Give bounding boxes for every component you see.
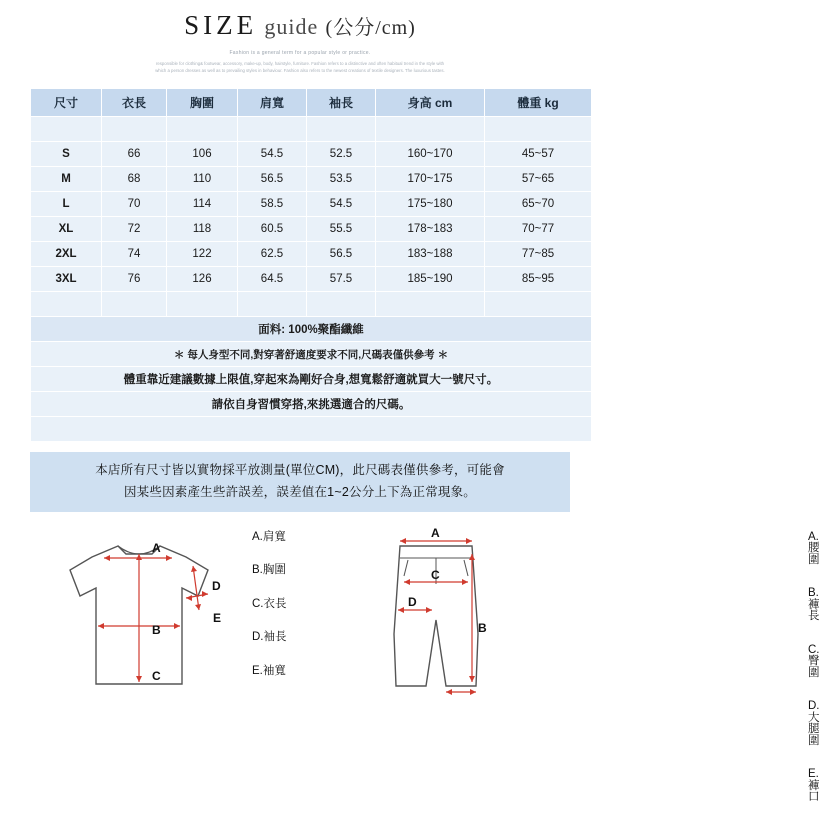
cell-length: 68 <box>102 167 167 192</box>
cell-sleeve: 55.5 <box>307 217 376 242</box>
note-row <box>31 392 592 417</box>
spacer-cell <box>167 117 238 142</box>
material-text: 面料: 100%聚酯纖維 <box>31 317 592 342</box>
pants-legend-a: A.腰圍 <box>808 530 820 566</box>
cell-shoulder: 54.5 <box>238 142 307 167</box>
note-text-2: 體重靠近建議數據上限值,穿起來為剛好合身,想寬鬆舒適就買大一號尺寸。 <box>31 367 592 392</box>
cell-sleeve: 56.5 <box>307 242 376 267</box>
spacer-cell <box>31 292 102 317</box>
cell-size: 2XL <box>31 242 102 267</box>
note-row <box>31 342 592 367</box>
cell-shoulder: 60.5 <box>238 217 307 242</box>
measurement-diagrams <box>0 524 820 804</box>
arrow-head <box>400 538 406 544</box>
arrow-head <box>202 591 208 597</box>
cell-length: 76 <box>102 267 167 292</box>
pants-legend-c: C.臀圍 <box>808 643 820 679</box>
title-cm: (公分/cm) <box>325 17 416 39</box>
table-spacer-row <box>31 117 592 142</box>
cell-weight: 65~70 <box>485 192 592 217</box>
cell-weight: 85~95 <box>485 267 592 292</box>
cell-shoulder: 62.5 <box>238 242 307 267</box>
note-text-3: 請依自身習慣穿搭,來挑選適合的尺碼。 <box>31 392 592 417</box>
shirt-legend-d: D.袖長 <box>252 631 287 644</box>
size-table-body <box>31 117 592 442</box>
arrow-head <box>446 689 452 695</box>
shirt-legend-c: C.衣長 <box>252 597 287 610</box>
table-row <box>31 192 592 217</box>
cell-weight: 45~57 <box>485 142 592 167</box>
page-title <box>0 4 600 41</box>
cell-shoulder: 56.5 <box>238 167 307 192</box>
shirt-legend <box>252 532 287 700</box>
cell-height: 160~170 <box>376 142 485 167</box>
cell-length: 70 <box>102 192 167 217</box>
pants-legend-e: E.褲口 <box>808 768 820 804</box>
cell-length: 66 <box>102 142 167 167</box>
cell-shoulder: 64.5 <box>238 267 307 292</box>
col-header-length: 衣長 <box>102 89 167 117</box>
arrow-head <box>470 689 476 695</box>
shirt-mark-e: E <box>213 610 222 625</box>
cell-chest: 114 <box>167 192 238 217</box>
table-row <box>31 217 592 242</box>
shirt-legend-e: E.袖寬 <box>252 664 286 677</box>
cell-chest: 122 <box>167 242 238 267</box>
cell-height: 170~175 <box>376 167 485 192</box>
pants-mark-b: B <box>478 620 487 635</box>
header <box>0 0 600 88</box>
shirt-diagram <box>0 524 300 724</box>
spacer-cell <box>167 292 238 317</box>
cell-size: S <box>31 142 102 167</box>
pants-svg <box>300 524 600 724</box>
col-header-sleeve: 袖長 <box>307 89 376 117</box>
cell-length: 74 <box>102 242 167 267</box>
note-text-1: ＊ 每人身型不同,對穿著舒適度要求不同,尺碼表僅供參考 ＊ <box>31 342 592 367</box>
cell-chest: 118 <box>167 217 238 242</box>
cell-chest: 110 <box>167 167 238 192</box>
notice-line-1: 本店所有尺寸皆以實物採平放測量(單位CM)，此尺碼表僅供參考，可能會 <box>95 463 505 477</box>
spacer-cell <box>238 292 307 317</box>
material-row <box>31 317 592 342</box>
arrow-head <box>195 604 201 610</box>
spacer-cell <box>376 292 485 317</box>
size-table <box>30 88 592 442</box>
cell-chest: 106 <box>167 142 238 167</box>
note-row <box>31 367 592 392</box>
table-row <box>31 242 592 267</box>
cell-chest: 126 <box>167 267 238 292</box>
shirt-legend-a: A.肩寬 <box>252 530 286 543</box>
table-row <box>31 142 592 167</box>
shirt-legend-b: B.胸圍 <box>252 564 286 577</box>
table-row <box>31 167 592 192</box>
header-subtitle-2: responsible for clothing& footwear, accessory, make-up, body, hairstyle, furniture. Fashion refers to a distinctive and often habitual trend in the style with which a person dresses as well as to prevailing styles in behaviour. Fashion also refers to the newest creations of textile designers. The luxurious tastes. <box>155 61 445 73</box>
spacer-cell <box>307 292 376 317</box>
cell-size: M <box>31 167 102 192</box>
spacer-cell <box>376 117 485 142</box>
measurement-notice <box>30 452 570 512</box>
cell-length: 72 <box>102 217 167 242</box>
spacer-cell <box>485 292 592 317</box>
spacer-cell <box>485 117 592 142</box>
col-header-chest: 胸圍 <box>167 89 238 117</box>
header-subtitle-1: Fashion is a general term for a popular style or practice. <box>229 50 371 56</box>
cell-sleeve: 53.5 <box>307 167 376 192</box>
cell-size: XL <box>31 217 102 242</box>
arrow-head <box>466 538 472 544</box>
shirt-mark-c: C <box>152 668 161 683</box>
size-table-head <box>31 89 592 117</box>
cell-height: 185~190 <box>376 267 485 292</box>
notice-line-2: 因某些因素產生些許誤差，誤差值在1~2公分上下為正常現象。 <box>123 484 476 499</box>
table-row <box>31 267 592 292</box>
cell-sleeve: 57.5 <box>307 267 376 292</box>
shirt-mark-d: D <box>212 578 221 593</box>
spacer-cell <box>102 292 167 317</box>
col-header-weight: 體重 kg <box>485 89 592 117</box>
cell-sleeve: 54.5 <box>307 192 376 217</box>
pants-legend <box>808 532 820 826</box>
pants-mark-c: C <box>431 567 440 582</box>
cell-weight: 57~65 <box>485 167 592 192</box>
shirt-mark-b: B <box>152 622 161 637</box>
col-header-height: 身高 cm <box>376 89 485 117</box>
cell-weight: 77~85 <box>485 242 592 267</box>
cell-height: 178~183 <box>376 217 485 242</box>
cell-shoulder: 58.5 <box>238 192 307 217</box>
table-header-row <box>31 89 592 117</box>
cell-sleeve: 52.5 <box>307 142 376 167</box>
col-header-size: 尺寸 <box>31 89 102 117</box>
title-size: SIZE <box>184 10 258 40</box>
spacer-cell <box>307 117 376 142</box>
pants-diagram <box>300 524 820 804</box>
pants-mark-a: A <box>431 525 440 540</box>
cell-height: 183~188 <box>376 242 485 267</box>
shirt-mark-a: A <box>152 540 161 555</box>
pants-legend-d: D.大腿圍 <box>808 700 820 747</box>
pants-mark-d: D <box>408 594 417 609</box>
table-spacer-row <box>31 417 592 442</box>
table-spacer-row <box>31 292 592 317</box>
spacer-cell <box>238 117 307 142</box>
pants-legend-b: B.褲長 <box>808 587 820 623</box>
col-header-shoulder: 肩寬 <box>238 89 307 117</box>
spacer-cell <box>31 417 592 442</box>
cell-size: 3XL <box>31 267 102 292</box>
arrow-head <box>186 595 192 601</box>
cell-height: 175~180 <box>376 192 485 217</box>
size-table-wrap <box>30 88 570 442</box>
title-guide: guide <box>264 14 319 39</box>
spacer-cell <box>31 117 102 142</box>
cell-size: L <box>31 192 102 217</box>
spacer-cell <box>102 117 167 142</box>
cell-weight: 70~77 <box>485 217 592 242</box>
